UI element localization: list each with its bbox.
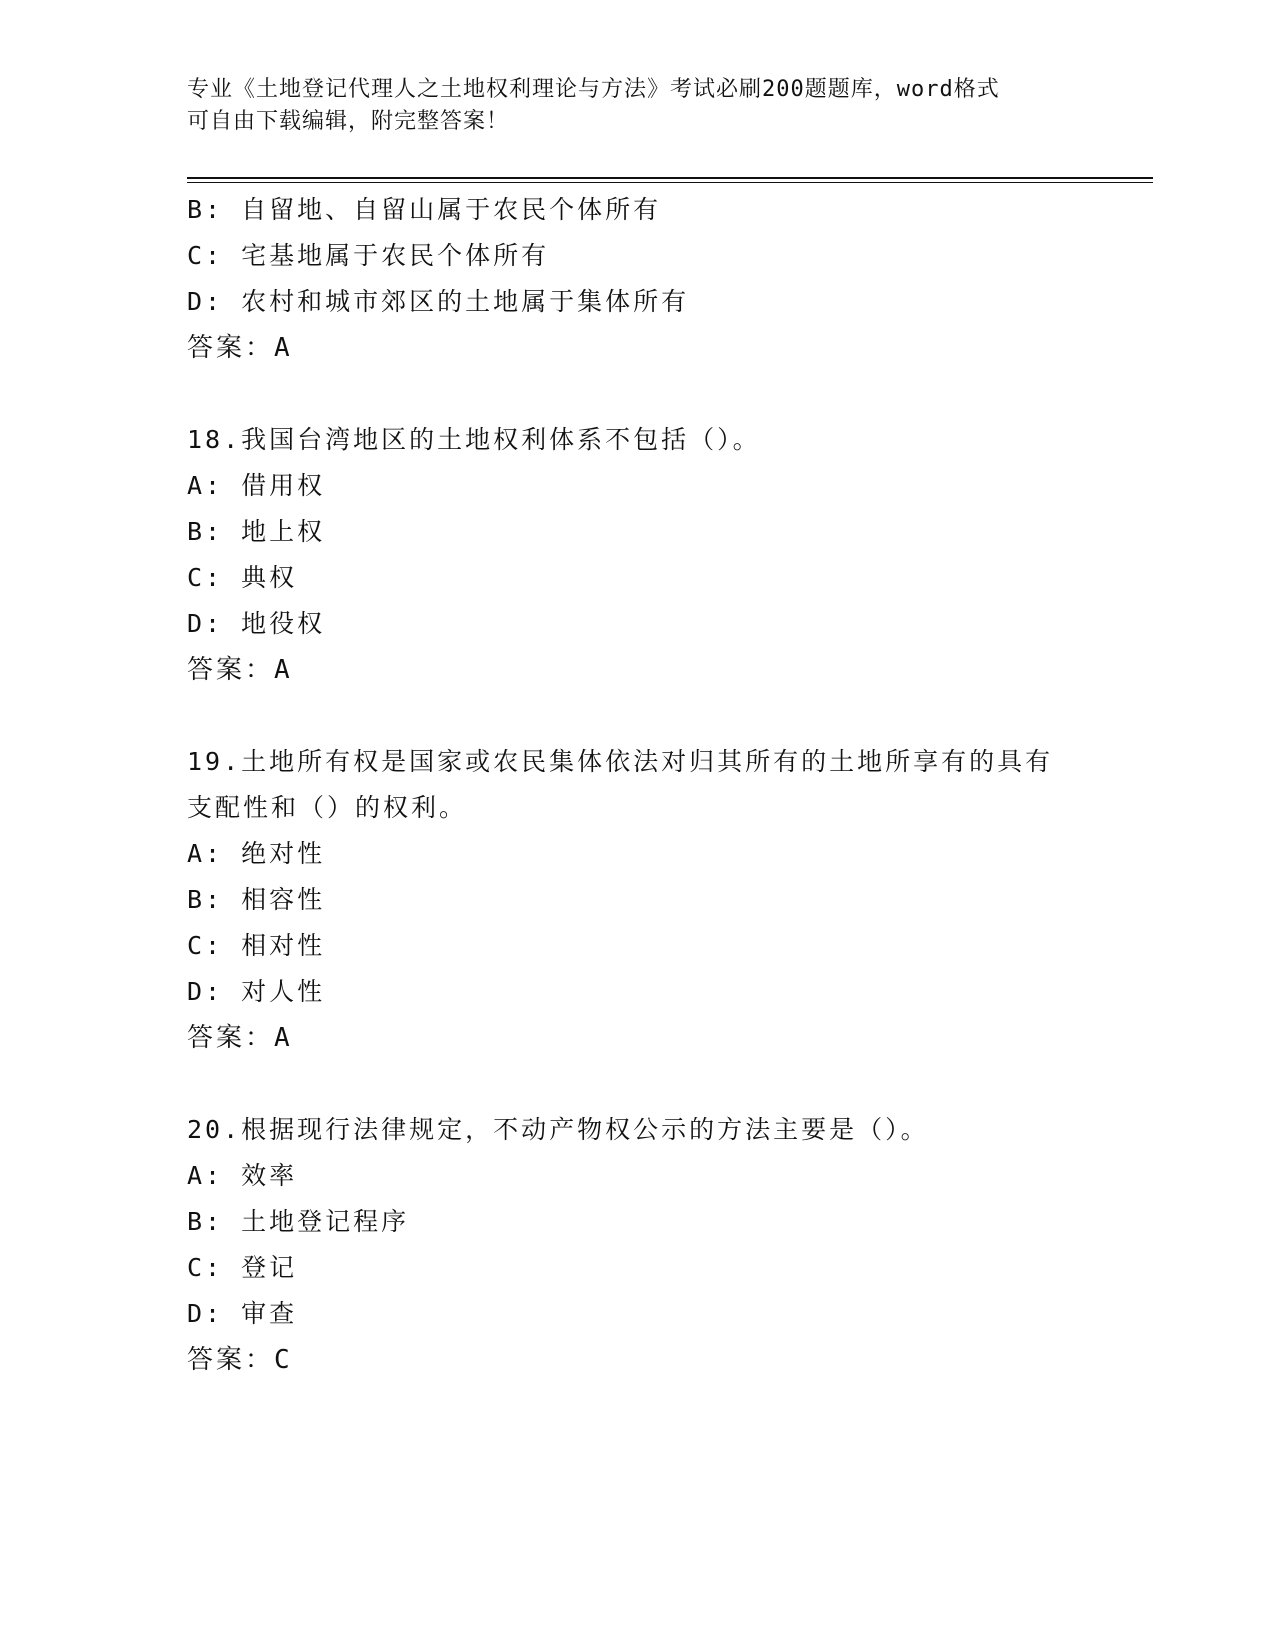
question-20 — [187, 1107, 1087, 1383]
question-list — [187, 187, 1087, 1383]
option-d: D: 地役权 — [187, 609, 326, 638]
question-stem: 18.我国台湾地区的土地权利体系不包括（）。 — [187, 425, 761, 454]
question-18 — [187, 417, 1087, 693]
option-d: D: 农村和城市郊区的土地属于集体所有 — [187, 287, 690, 316]
question-stem: 20.根据现行法律规定，不动产物权公示的方法主要是（）。 — [187, 1115, 929, 1144]
option-b: B: 地上权 — [187, 517, 326, 546]
answer-value: A — [274, 655, 293, 685]
option-c: C: 宅基地属于农民个体所有 — [187, 241, 550, 270]
answer-value: C — [274, 1345, 293, 1375]
answer-line — [187, 325, 1087, 371]
option-a: A: 绝对性 — [187, 839, 326, 868]
question-19 — [187, 739, 1087, 1061]
header-line-1: 专业《土地登记代理人之土地权利理论与方法》考试必刷200题题库，word格式 — [187, 77, 1000, 102]
answer-label: 答案： — [187, 1023, 275, 1053]
option-d: D: 审查 — [187, 1299, 298, 1328]
option-c: C: 典权 — [187, 563, 298, 592]
answer-line — [187, 647, 1087, 693]
option-c: C: 相对性 — [187, 931, 326, 960]
option-d: D: 对人性 — [187, 977, 326, 1006]
question-stem-line-1: 19.土地所有权是国家或农民集体依法对归其所有的土地所享有的具有 — [187, 747, 1054, 776]
option-b: B: 自留地、自留山属于农民个体所有 — [187, 195, 662, 224]
answer-value: A — [274, 333, 293, 363]
option-a: A: 借用权 — [187, 471, 326, 500]
header-divider-thick — [187, 177, 1153, 179]
header-line-2: 可自由下载编辑，附完整答案！ — [187, 109, 510, 134]
document-header — [187, 74, 1067, 138]
question-stem-line-2: 支配性和（）的权利。 — [187, 793, 468, 822]
answer-value: A — [274, 1023, 293, 1053]
option-b: B: 土地登记程序 — [187, 1207, 410, 1236]
question-17-continued — [187, 187, 1087, 371]
answer-line — [187, 1337, 1087, 1383]
answer-label: 答案： — [187, 1345, 275, 1375]
option-b: B: 相容性 — [187, 885, 326, 914]
header-divider-thin — [187, 182, 1153, 183]
answer-line — [187, 1015, 1087, 1061]
option-c: C: 登记 — [187, 1253, 298, 1282]
answer-label: 答案： — [187, 655, 275, 685]
option-a: A: 效率 — [187, 1161, 298, 1190]
answer-label: 答案： — [187, 333, 275, 363]
